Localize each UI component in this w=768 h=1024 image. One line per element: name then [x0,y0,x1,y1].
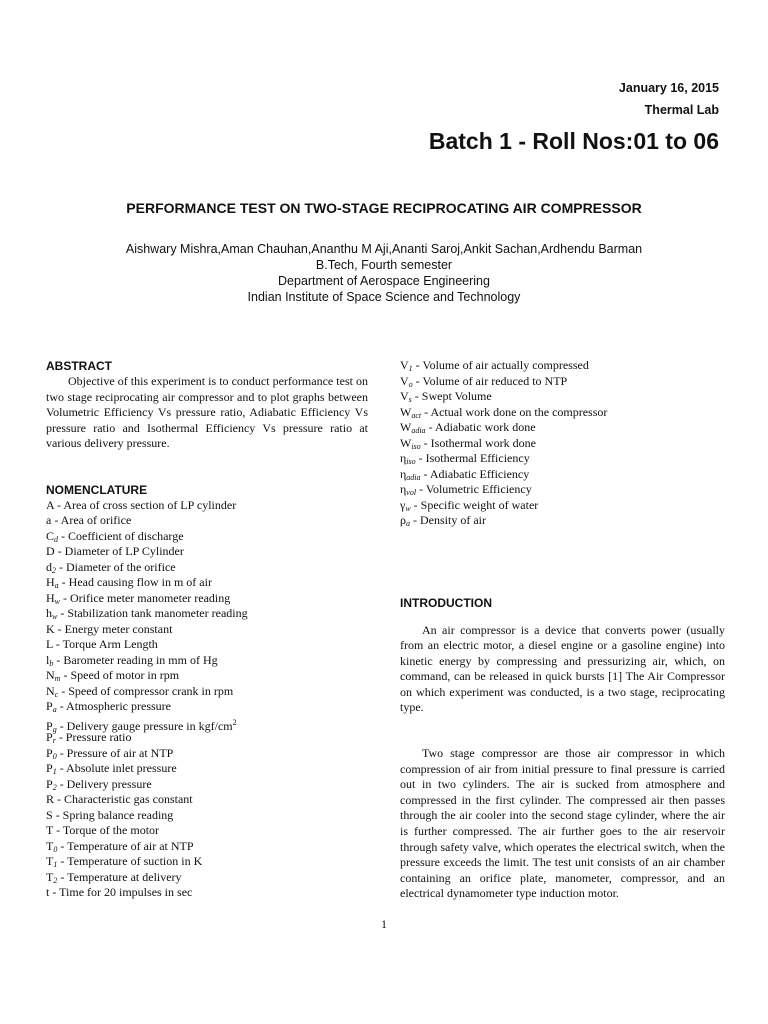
nomenclature-symbol: S [46,807,53,822]
nomenclature-description: - Head causing flow in m of air [58,575,212,589]
nomenclature-subscript: adia [411,426,426,435]
nomenclature-item [400,467,725,483]
nomenclature-item [46,854,368,870]
nomenclature-subscript: s [408,395,412,404]
nomenclature-subscript: 1 [53,860,58,869]
nomenclature-symbol: d [46,559,52,574]
nomenclature-description: - Area of orifice [51,513,132,527]
nomenclature-symbol: C [46,528,55,543]
nomenclature-item [46,668,368,684]
nomenclature-description: - Isothermal Efficiency [415,451,530,465]
nomenclature-item [400,451,725,467]
nomenclature-description: - Density of air [410,513,486,527]
nomenclature-item [46,575,368,591]
nomenclature-subscript: iso [411,441,421,451]
nomenclature-description: - Absolute inlet pressure [56,761,177,775]
nomenclature-description: - Speed of motor in rpm [60,668,180,682]
nomenclature-symbol: V [400,389,409,403]
nomenclature-symbol: a [46,513,52,527]
nomenclature-symbol: P [46,730,53,744]
right-column [400,358,725,902]
nomenclature-description: - Volume of air reduced to NTP [412,373,568,388]
nomenclature-item [46,808,368,824]
nomenclature-item [46,591,368,607]
nomenclature-description: - Barometer reading in mm of Hg [53,652,218,667]
nomenclature-description: - Isothermal work done [420,435,536,450]
nomenclature-description: - Orifice meter manometer reading [60,590,231,605]
nomenclature-description: - Coefficient of discharge [58,528,184,543]
nomenclature-item [46,653,368,669]
nomenclature-symbol: P [46,761,53,775]
nomenclature-description: - Area of cross section of LP cylinder [54,497,237,512]
nomenclature-list-left [46,498,368,901]
nomenclature-symbol: γ [400,497,406,512]
nomenclature-description: - Delivery pressure [56,776,152,791]
nomenclature-symbol: W [400,435,412,450]
author-block [0,241,768,305]
nomenclature-item [46,761,368,777]
nomenclature-description: - Volume of air actually compressed [412,358,589,372]
nomenclature-subscript: 1 [408,364,413,373]
nomenclature-subscript: vol [406,488,417,497]
nomenclature-symbol: W [400,404,412,419]
nomenclature-symbol: η [400,451,407,465]
nomenclature-description: - Delivery gauge pressure in kgf/cm [56,718,233,733]
nomenclature-subscript: act [411,410,422,420]
paper-title: PERFORMANCE TEST ON TWO-STAGE RECIPROCATING AIR COMPRESSOR [126,200,642,216]
nomenclature-symbol: A [46,497,55,512]
nomenclature-description: - Temperature of suction in K [57,854,203,868]
nomenclature-subscript: o [408,379,413,389]
nomenclature-symbol: L [46,637,53,651]
nomenclature-symbol: η [400,482,407,496]
nomenclature-symbol: V [400,358,409,372]
nomenclature-description: - Characteristic gas constant [54,792,193,806]
nomenclature-symbol: D [46,544,55,558]
nomenclature-description: - Specific weight of water [410,497,539,512]
nomenclature-description: - Energy meter constant [54,621,173,636]
nomenclature-symbol: V [400,373,409,388]
nomenclature-description: - Adiabatic work done [425,420,536,434]
nomenclature-item [400,374,725,390]
nomenclature-description: - Diameter of LP Cylinder [54,544,184,558]
nomenclature-item [400,513,725,529]
nomenclature-symbol: N [46,668,55,682]
nomenclature-heading: NOMENCLATURE [46,482,148,497]
nomenclature-symbol: P [46,699,53,713]
nomenclature-symbol: T [46,854,54,868]
nomenclature-description: - Adiabatic Efficiency [420,466,530,481]
nomenclature-description: - Volumetric Efficiency [416,482,532,496]
nomenclature-item [46,885,368,901]
introduction-paragraph-1 [400,623,725,717]
nomenclature-item [46,792,368,808]
author-names: Aishwary Mishra,Aman Chauhan,Ananthu M Aji,Ananti Saroj,Ankit Sachan,Ardhendu Barman [125,242,643,256]
nomenclature-description: - Atmospheric pressure [56,699,171,713]
nomenclature-subscript: 0 [53,844,58,854]
nomenclature-description: - Torque of the motor [53,823,160,837]
nomenclature-description: - Actual work done on the compressor [421,404,608,419]
nomenclature-subscript: a [406,519,410,528]
nomenclature-symbol: ρ [400,513,406,527]
nomenclature-symbol: T [46,823,54,837]
nomenclature-item [400,358,725,374]
nomenclature-item [400,389,725,405]
header-lab: Thermal Lab [644,103,719,117]
nomenclature-subscript: 2 [52,782,57,792]
nomenclature-item [46,513,368,529]
nomenclature-symbol: T [46,838,54,853]
nomenclature-item [46,544,368,560]
nomenclature-subscript: 2 [53,875,58,885]
nomenclature-description: - Torque Arm Length [52,637,158,651]
nomenclature-symbol: t [46,885,50,899]
nomenclature-item [400,482,725,498]
author-department: Department of Aerospace Engineering [278,274,490,288]
intro-para-1-text: An air compressor is a device that converts power (usually from an electric motor, a diesel engine or a gasoline engine) into kinetic energy by compressing and pressurizing air, which, on command, can be released in quick bursts [1] The Air Compressor on which experiment was conducted, is a two stage, reciprocating type. [400,622,725,715]
nomenclature-symbol: W [400,420,412,434]
nomenclature-subscript: 1 [52,767,57,776]
nomenclature-symbol: H [46,590,55,605]
nomenclature-item [46,529,368,545]
nomenclature-symbol: P [46,776,53,791]
nomenclature-subscript: w [405,503,411,513]
nomenclature-subscript: 2 [52,565,56,575]
nomenclature-symbol: h [46,606,52,620]
nomenclature-item [46,622,368,638]
nomenclature-description: - Spring balance reading [52,807,174,822]
nomenclature-description: - Temperature at delivery [57,869,182,884]
nomenclature-symbol: η [400,466,407,481]
page-number: 1 [381,917,387,931]
nomenclature-subscript: iso [406,457,416,466]
nomenclature-list-right [400,358,725,529]
introduction-heading: INTRODUCTION [400,595,492,610]
nomenclature-description: - Temperature of air at NTP [57,838,194,853]
nomenclature-subscript: 0 [52,751,57,761]
nomenclature-item [46,777,368,793]
nomenclature-symbol: T [46,869,54,884]
nomenclature-subscript: b [49,658,54,668]
nomenclature-item [46,560,368,576]
nomenclature-symbol: R [46,792,55,806]
nomenclature-subscript: a [54,581,59,590]
nomenclature-item [46,684,368,700]
nomenclature-symbol: K [46,621,55,636]
nomenclature-item [46,870,368,886]
nomenclature-item [46,637,368,653]
nomenclature-symbol: P [46,745,53,760]
nomenclature-subscript: adia [406,472,421,482]
nomenclature-subscript: c [54,689,59,699]
author-course: B.Tech, Fourth semester [315,258,453,272]
nomenclature-symbol: H [46,575,55,589]
nomenclature-subscript: d [54,534,59,544]
author-institute: Indian Institute of Space Science and Technology [247,290,521,304]
abstract-text: Objective of this experiment is to conduct performance test on two stage reciprocating air compressor and to plot graphs between Volumetric Efficiency Vs pressure ratio, Adiabatic Efficiency Vs pressure ratio and Isothermal Efficiency Vs pressure ratio at various delivery pressure. [46,374,368,450]
nomenclature-item [400,436,725,452]
nomenclature-subscript: m [54,674,61,683]
nomenclature-description: - Pressure of air at NTP [56,745,174,760]
nomenclature-item [400,498,725,514]
nomenclature-symbol: l [46,652,50,667]
nomenclature-symbol: N [46,683,55,698]
nomenclature-subscript: r [52,736,56,745]
abstract-paragraph [46,374,368,452]
nomenclature-description: - Stabilization tank manometer reading [57,606,248,620]
introduction-paragraph-2 [400,746,725,902]
left-column [46,358,368,901]
nomenclature-description: - Pressure ratio [55,730,132,744]
nomenclature-item [400,405,725,421]
nomenclature-description: - Speed of compressor crank in rpm [58,683,234,698]
nomenclature-item [46,498,368,514]
intro-para-2-text: Two stage compressor are those air compressor in which compression of air from initial pressure to final pressure is carried out in two cylinders. The air is sucked from atmosphere and compressed in the first cylinder. The compressed air then passes through the air cooler into the second stage cylinder, where the air is further compressed. The air further goes to the air reservoir through safety valve, which operates the electrical switch, when the pressure exceeds the limit. The test unit consists of an air chamber containing an orifice plate, manometer, compressor, and an electrical dynamometer type induction motor. [400,746,725,901]
nomenclature-subscript: g [52,724,57,734]
nomenclature-description: - Time for 20 impulses in sec [49,885,193,899]
batch-heading: Batch 1 - Roll Nos:01 to 06 [428,128,719,154]
nomenclature-symbol: P [46,718,53,733]
nomenclature-item [46,715,368,734]
nomenclature-subscript: a [52,705,57,714]
nomenclature-item [46,699,368,715]
nomenclature-item [46,839,368,855]
nomenclature-subscript: w [52,612,58,621]
nomenclature-description: - Swept Volume [411,389,492,403]
nomenclature-superscript: 2 [232,717,237,727]
nomenclature-description: - Diameter of the orifice [56,559,176,574]
nomenclature-item [400,420,725,436]
nomenclature-item [46,746,368,762]
abstract-heading: ABSTRACT [46,359,112,373]
nomenclature-item [46,823,368,839]
nomenclature-subscript: w [54,596,61,606]
nomenclature-item [46,606,368,622]
header-date: January 16, 2015 [618,81,719,95]
